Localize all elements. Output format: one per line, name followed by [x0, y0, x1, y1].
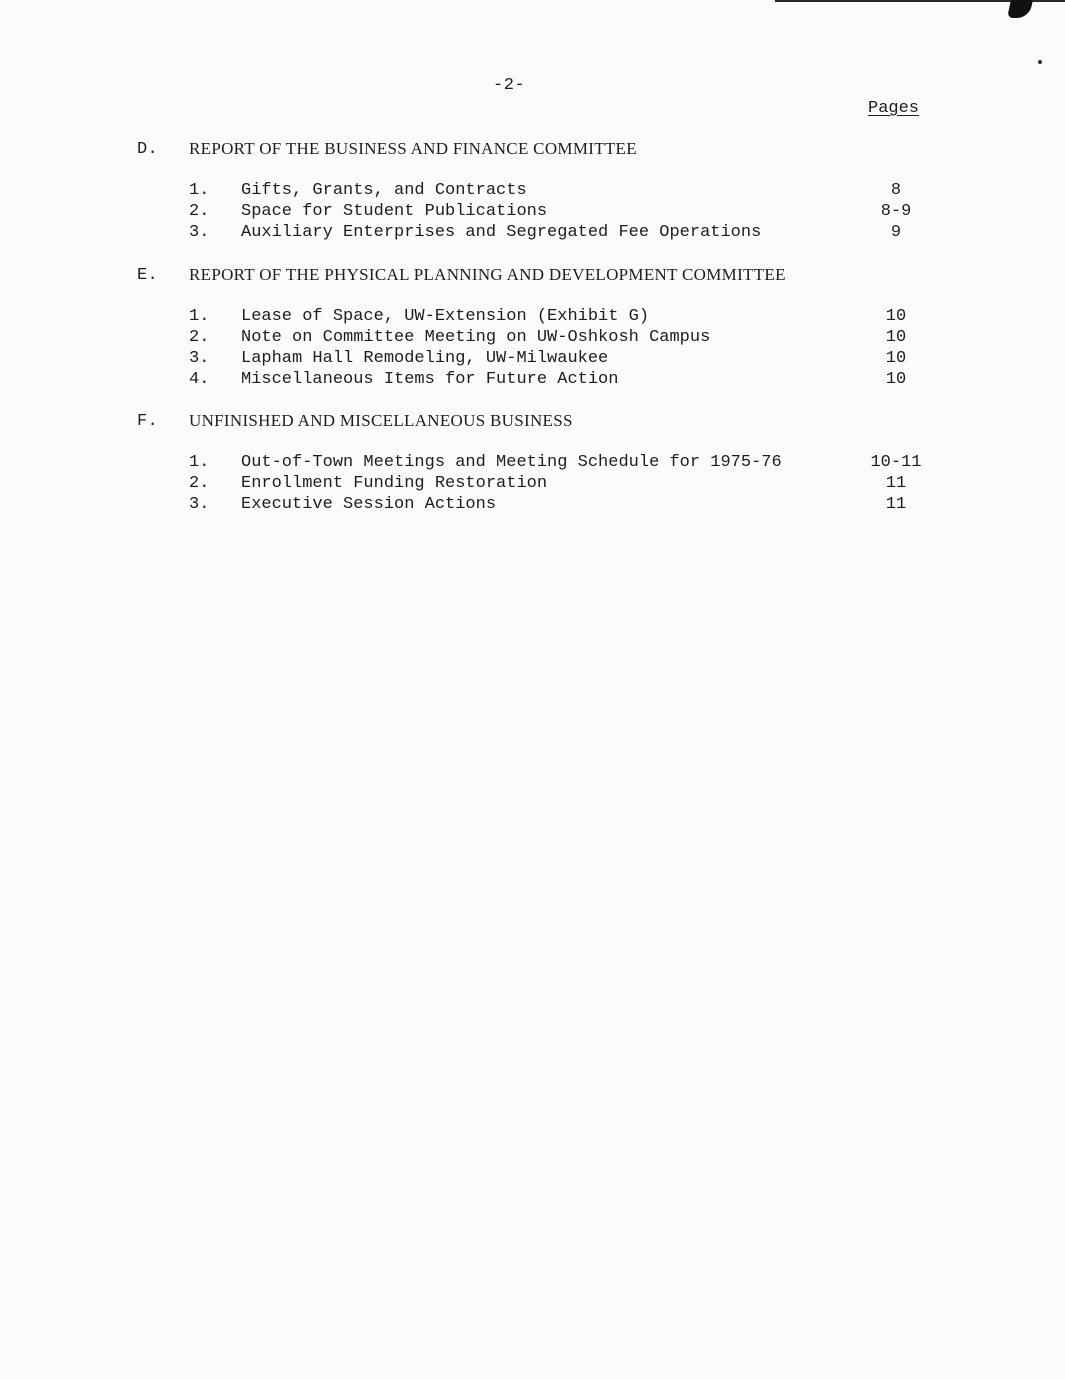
section-d: [137, 138, 937, 243]
list-item: [137, 452, 937, 473]
item-number: 3.: [189, 495, 210, 514]
item-pages: 11: [885, 495, 907, 514]
item-text: Space for Student Publications: [241, 202, 548, 221]
item-number: 4.: [189, 370, 210, 389]
item-pages: 8: [890, 181, 902, 200]
section-heading: [137, 138, 937, 160]
item-text: Auxiliary Enterprises and Segregated Fee Operations: [241, 223, 762, 242]
item-pages: 10: [885, 370, 907, 389]
list-item: [137, 348, 937, 369]
section-title: REPORT OF THE PHYSICAL PLANNING AND DEVELOPMENT COMMITTEE: [189, 265, 786, 284]
item-list: [137, 180, 937, 243]
page-number: -2-: [493, 76, 526, 95]
item-text: Lapham Hall Remodeling, UW-Milwaukee: [241, 349, 609, 368]
section-title: REPORT OF THE BUSINESS AND FINANCE COMMITTEE: [189, 139, 637, 158]
ink-blot: [1007, 0, 1033, 18]
list-item: [137, 222, 937, 243]
item-number: 2.: [189, 328, 210, 347]
item-pages: 9: [890, 223, 902, 242]
item-text: Note on Committee Meeting on UW-Oshkosh Campus: [241, 328, 711, 347]
section-letter: F.: [137, 411, 159, 431]
item-number: 2.: [189, 474, 210, 493]
item-text: Gifts, Grants, and Contracts: [241, 181, 527, 200]
item-list: [137, 452, 937, 515]
item-number: 1.: [189, 307, 210, 326]
item-number: 3.: [189, 349, 210, 368]
item-list: [137, 306, 937, 390]
item-pages: 10-11: [870, 453, 922, 472]
section-letter: E.: [137, 265, 159, 285]
item-number: 1.: [189, 181, 210, 200]
section-heading: [137, 264, 937, 286]
list-item: [137, 180, 937, 201]
item-pages: 10: [885, 328, 907, 347]
scan-speck: [1038, 60, 1042, 64]
list-item: [137, 473, 937, 494]
item-text: Lease of Space, UW-Extension (Exhibit G): [241, 307, 650, 326]
item-pages: 10: [885, 307, 907, 326]
list-item: [137, 201, 937, 222]
item-text: Miscellaneous Items for Future Action: [241, 370, 619, 389]
item-text: Enrollment Funding Restoration: [241, 474, 548, 493]
item-pages: 10: [885, 349, 907, 368]
item-number: 1.: [189, 453, 210, 472]
pages-column-header: Pages: [868, 99, 920, 118]
section-title: UNFINISHED AND MISCELLANEOUS BUSINESS: [189, 411, 573, 430]
list-item: [137, 494, 937, 515]
section-heading: [137, 410, 937, 432]
list-item: [137, 369, 937, 390]
section-e: [137, 264, 937, 390]
item-number: 3.: [189, 223, 210, 242]
list-item: [137, 306, 937, 327]
item-pages: 8-9: [880, 202, 912, 221]
item-number: 2.: [189, 202, 210, 221]
section-f: [137, 410, 937, 515]
item-pages: 11: [885, 474, 907, 493]
section-letter: D.: [137, 139, 159, 159]
item-text: Out-of-Town Meetings and Meeting Schedule for 1975-76: [241, 453, 782, 472]
item-text: Executive Session Actions: [241, 495, 497, 514]
list-item: [137, 327, 937, 348]
